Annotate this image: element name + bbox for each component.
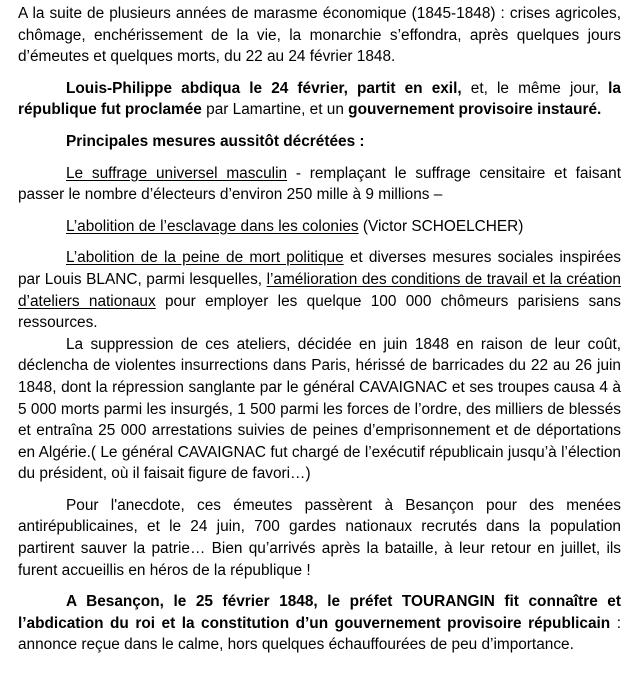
- paragraph-suppression: [18, 334, 621, 485]
- text-underlined: l’amélioration des conditions de travail et la création d’ateliers nationaux: [18, 270, 621, 310]
- text-segment: : annonce reçue dans le calme, hors quelques échauffourées de peu d’importance.: [18, 614, 621, 654]
- text-segment: La suppression de ces ateliers, décidée en juin 1848 en raison de leur coût, déclencha de violentes insurrections dans Paris, hérissé de barricades du 22 au 26 juin 1848, dont la répression sanglante par le général CAVAIGNAC et ses troupes causa 4 à 5 000 morts parmi les insurgés, 1 500 parmi les forces de l’ordre, des milliers de blessés et entraîna 25 000 arrestations suivies de peines d’emprisonnement et de déportations en Algérie.( Le général CAVAIGNAC fut chargé de l’exécutif républicain jusqu’à l’élection du président, où il faisait figure de favori…): [18, 335, 621, 483]
- text-bold: A Besançon, le 25 février 1848, le préfet TOURANGIN fit connaître et l’abdication du roi et la constitution d’un gouvernement provisoire républicain: [18, 593, 621, 632]
- paragraph-besancon: [18, 591, 621, 656]
- text-segment: et diverses mesures sociales inspirées par Louis BLANC, parmi lesquelles,: [18, 249, 621, 288]
- paragraph-suffrage: [18, 163, 621, 206]
- heading-text: Principales mesures aussitôt décrétées :: [66, 132, 365, 150]
- paragraph-intro: [18, 3, 621, 68]
- text-segment: pour employer les quelque 100 000 chômeurs parisiens sans ressources.: [18, 292, 621, 332]
- paragraph-anecdote: [18, 495, 621, 581]
- text-segment: (Victor SCHOELCHER): [358, 217, 524, 235]
- paragraph-death-penalty: [18, 247, 621, 333]
- text-bold: Louis-Philippe abdiqua le 24 février, partit en exil,: [66, 79, 462, 97]
- text-segment: et, le même jour,: [461, 79, 609, 97]
- text-segment: - remplaçant le suffrage censitaire et faisant passer le nombre d’électeurs d’environ 250 mille à 9 millions –: [18, 164, 621, 204]
- paragraph-slavery: [18, 216, 621, 238]
- text-underlined: Le suffrage universel masculin: [66, 164, 288, 182]
- text-segment: par Lamartine, et un: [201, 101, 349, 119]
- text-segment: A la suite de plusieurs années de marasme économique (1845-1848) : crises agricoles, chômage, enchérissement de la vie, la monarchie s’effondra, après quelques jours d’émeutes et quelques morts, du 22 au 24 février 1848.: [18, 5, 621, 66]
- paragraph-abdication: [18, 78, 621, 121]
- text-underlined: L’abolition de l’esclavage dans les colonies: [66, 217, 359, 235]
- section-heading-measures: [18, 131, 621, 153]
- text-segment: Pour l'anecdote, ces émeutes passèrent à Besançon pour des menées antirépublicaines, et le 24 juin, 700 gardes nationaux recrutés dans la population partirent sauver la patrie… Bien qu’arrivés après la bataille, à leur retour en juillet, ils furent accueillis en héros de la république !: [18, 496, 621, 579]
- text-underlined: L’abolition de la peine de mort politique: [66, 249, 344, 267]
- text-bold: la république fut proclamée: [18, 79, 621, 119]
- text-bold: gouvernement provisoire instauré.: [348, 101, 602, 119]
